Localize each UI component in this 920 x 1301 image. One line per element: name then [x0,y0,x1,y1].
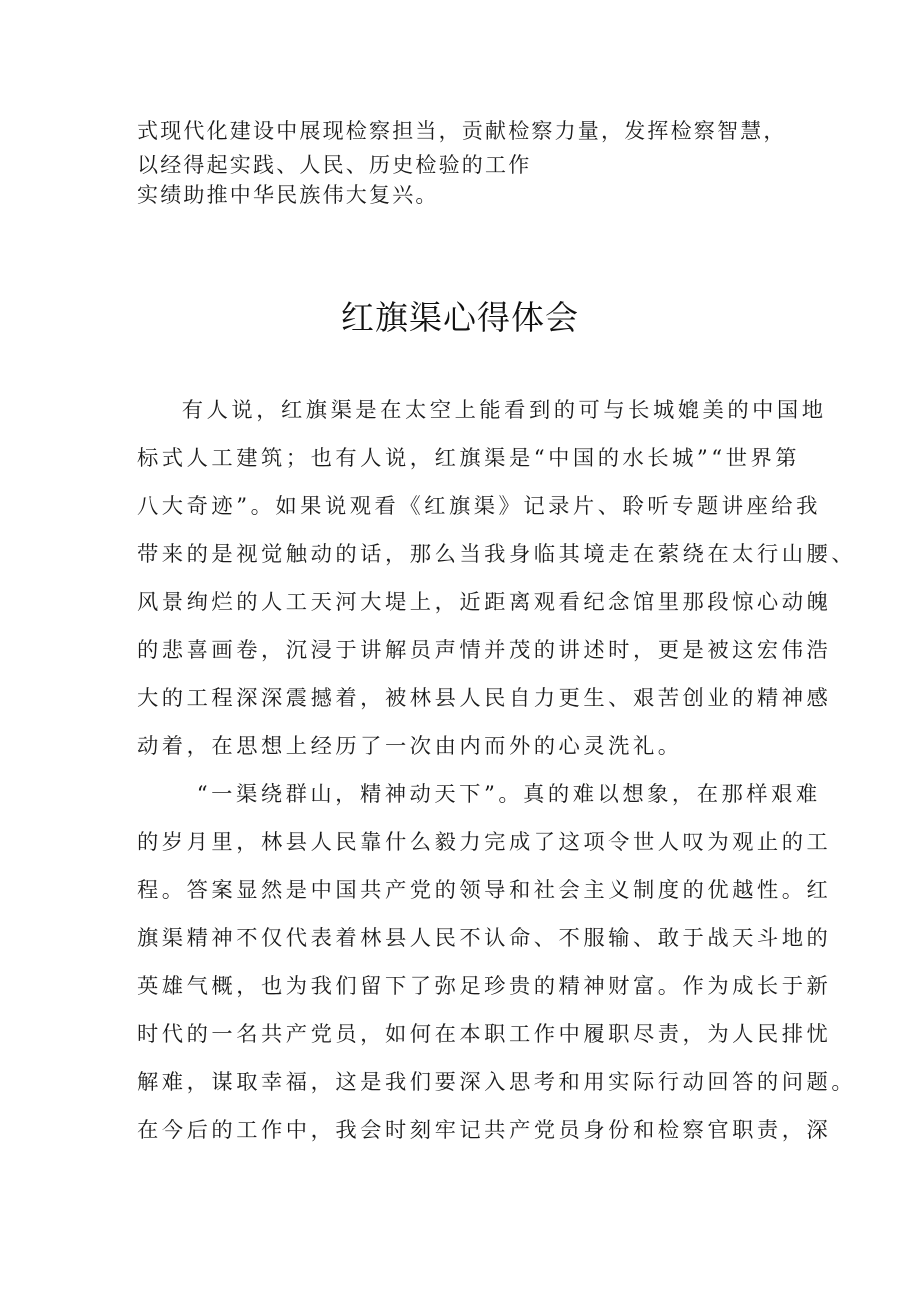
paragraph-line: 英雄气概，也为我们留下了弥足珍贵的精神财富。作为成长于新 [137,974,832,999]
paragraph-line: 程。答案显然是中国共产党的领导和社会主义制度的优越性。红 [137,878,832,903]
paragraph-line: 带来的是视觉触动的话，那么当我身临其境走在萦绕在太行山腰、 [137,542,857,567]
paragraph-line: 有人说，红旗渠是在太空上能看到的可与长城媲美的中国地 [157,398,827,423]
paragraph-line: 大的工程深深震撼着，被林县人民自力更生、艰苦创业的精神感 [137,686,832,711]
previous-section-ending [137,116,837,210]
paragraph-line: 的岁月里，林县人民靠什么毅力完成了这项令世人叹为观止的工 [137,830,832,855]
paragraph-line: 动着，在思想上经历了一次由内而外的心灵洗礼。 [137,734,683,759]
paragraph-line: “一渠绕群山，精神动天下”。真的难以想象，在那样艰难 [172,782,821,807]
article-title: 红旗渠心得体会 [341,298,579,337]
paragraph-line: 在今后的工作中，我会时刻牢记共产党员身份和检察官职责，深 [137,1118,832,1143]
paragraph-line: 的悲喜画卷，沉浸于讲解员声情并茂的讲述时，更是被这宏伟浩 [137,638,832,663]
paragraph-line: 八大奇迹”。如果说观看《红旗渠》记录片、聆听专题讲座给我 [137,494,821,519]
paragraph-line: 风景绚烂的人工天河大堤上，近距离观看纪念馆里那段惊心动魄 [137,590,832,615]
previous-section-line: 式现代化建设中展现检察担当，贡献检察力量，发挥检察智慧， [137,119,787,143]
paragraph-line: 标式人工建筑；也有人说，红旗渠是“中国的水长城”“世界第 [137,446,801,471]
paragraph-line: 解难，谋取幸福，这是我们要深入思考和用实际行动回答的问题。 [137,1070,857,1095]
paragraph-line: 时代的一名共产党员，如何在本职工作中履职尽责，为人民排忧 [137,1022,832,1047]
previous-section-line: 实绩助推中华民族伟大复兴。 [137,183,439,207]
paragraph-line: 旗渠精神不仅代表着林县人民不认命、不服输、敢于战天斗地的 [137,926,832,951]
previous-section-line: 以经得起实践、人民、历史检验的工作 [137,153,532,177]
